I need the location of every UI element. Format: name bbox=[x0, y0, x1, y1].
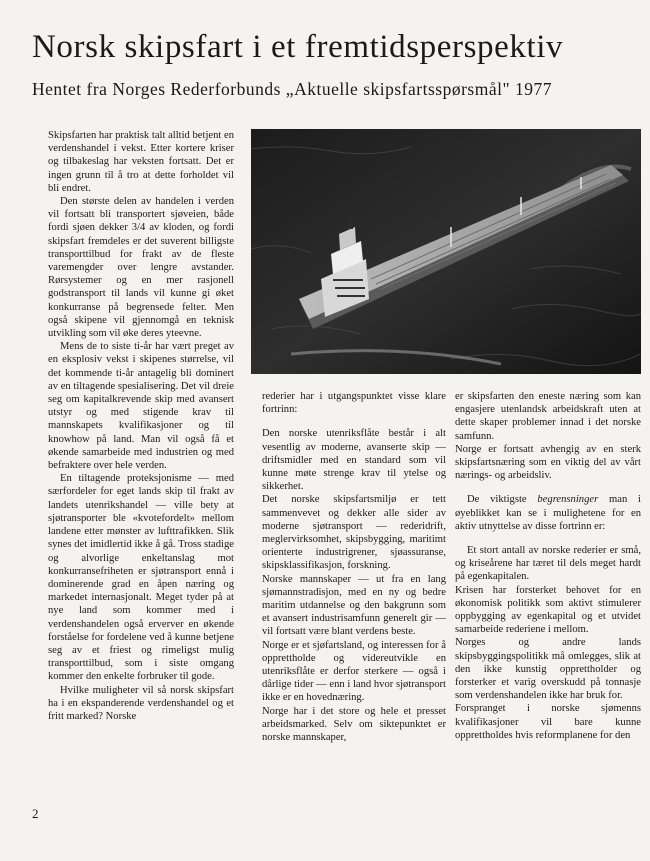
paragraph: Det norske skipsfartsmiljø er tett sammenvevet og dekker alle sider av moderne sjøtransport — rederidrift, meglervirksomhet, skipsbygging, maritimt orienterte industrigrener, sjøassuranse, skipsklassifikasjon, forskning. bbox=[262, 494, 446, 572]
paragraph bbox=[455, 493, 641, 533]
paragraph: Mens de to siste ti-år har vært preget av en eksplosiv vekst i skipenes størrelse, vil det kommende ti-år antagelig bli dominert av en tiltagende spesialisering. Det vil dreie seg om kapitalkrevende skip med avansert utstyr og med stigende krav til mannskapets kvalifikasjoner og til knowhow på land. Man vil også få et økende samarbeide med industrien og med befraktere over hele verden. bbox=[48, 341, 234, 472]
paragraph: Norge er fortsatt avhengig av en sterk skipsfartsnæring som en viktig del av vårt nærings- og arbeidsliv. bbox=[455, 443, 641, 482]
paragraph: Den norske utenriksflåte består i alt vesentlig av moderne, avanserte skip — driftsmidler med en standard som vil kunne møte strenge krav til ytelse og sikkerhet. bbox=[262, 428, 446, 493]
paragraph: rederier har i utgangspunktet visse klare fortrinn: bbox=[262, 391, 446, 416]
page-number: 2 bbox=[32, 806, 39, 821]
text-column-3 bbox=[455, 390, 641, 742]
paragraph: er skipsfarten den eneste næring som kan engasjere utenlandsk arbeidskraft uten at dette skaper problemer innad i det norske samfunn. bbox=[455, 391, 641, 442]
paragraph: Krisen har forsterket behovet for en økonomisk politikk som aktivt stimulerer oppbygging av egenkapital og et utvidet samarbeide rederiene i mellom. bbox=[455, 584, 641, 636]
text-column-2 bbox=[262, 390, 446, 744]
paragraph: Forspranget i norske sjømenns kvalifikasjoner vil bare kunne opprettholdes hvis reformplanene for den bbox=[455, 703, 641, 741]
paragraph: Norske mannskaper — ut fra en lang sjømannstradisjon, med en ny og bedre maritim utdannelse og den bakgrunn som et avansert industrisamfunn generelt gir — vil fortsatt være blant verdens beste. bbox=[262, 573, 446, 638]
paragraph: Skipsfarten har praktisk talt alltid betjent en verdenshandel i vekst. Etter kortere kriser og tilbakeslag har veksten fortsatt. Det er ingen grunn til å tro at dette forholdet vil bli endret. bbox=[48, 130, 234, 194]
paragraph: Norge har i det store og hele et presset arbeidsmarked. Selv om siktepunktet er norske mannskaper, bbox=[262, 705, 446, 744]
article-subtitle: Hentet fra Norges Rederforbunds „Aktuelle skipsfartsspørsmål" 1977 bbox=[32, 79, 552, 99]
text-run: man i øyeblikket kan se i mulighetene for en aktiv utnyttelse av disse fortrinn er: bbox=[455, 494, 641, 532]
paragraph: Et stort antall av norske rederier er små, og kriseårene har tæret til dels meget hardt på egenkapitalen. bbox=[455, 545, 641, 583]
paragraph: Norges og andre lands skipsbyggingspolitikk må omlegges, slik at den ikke kunstig opprettholder og forsterker et varig overskudd på tonnasje som verdenshandelen ikke har bruk for. bbox=[455, 637, 641, 702]
paragraph: En tiltagende proteksjonisme — med særfordeler for eget lands skip til frakt av landets utenrikshandel — ville bety at sjøtransporter ble «kvotefordelt» mellom landene etter mønster av lufttrafikken. Slik synes det imidlertid ikke å gå. Tross stadige og alvorlige enkeltanslag mot konkurransefriheten er sjøtransport ennå i dominerende grad en åpen næring og markedet internasjonalt. Meget tyder på at nye land som kommer med i verdenshandelen også erverver en økende forståelse for fordelene ved å kunne betjene seg av et friest og rimeligst mulig transporttilbud, som i siste omgang kommer den enkelte forbruker til gode. bbox=[48, 473, 234, 683]
tanker-ship-photo bbox=[251, 129, 641, 374]
text-run: De viktigste bbox=[467, 494, 527, 506]
paragraph: Norge er et sjøfartsland, og interessen for å opprettholde og videreutvikle en utenriksflåte er derfor sterkere — også i dårlige tider — enn i land hvor sjøtransport ikke er en hovednæring. bbox=[262, 639, 446, 704]
ship-image bbox=[251, 129, 641, 374]
paragraph: Den største delen av handelen i verden vil fortsatt bli transportert sjøveien, både fordi sjøen dekker 3/4 av kloden, og fordi skipsfart fremdeles er det suverent billigste transporttilbud for frakt av de fleste varemengder over lengre avstander. Rørsystemer og en mer rasjonell godstransport til lands vil kunne gi øket konkurranse på begrensede felter. Men også skipene vil gjennomgå en teknisk utvikling som vil øke deres yteevne. bbox=[48, 196, 234, 340]
text-column-1 bbox=[48, 129, 234, 723]
emphasis: begrensninger bbox=[537, 494, 599, 506]
article-title: Norsk skipsfart i et fremtidsperspektiv bbox=[32, 29, 564, 65]
paragraph: Hvilke muligheter vil så norsk skipsfart ha i en ekspanderende verdenshandel og et fritt marked? Norske bbox=[48, 684, 234, 722]
